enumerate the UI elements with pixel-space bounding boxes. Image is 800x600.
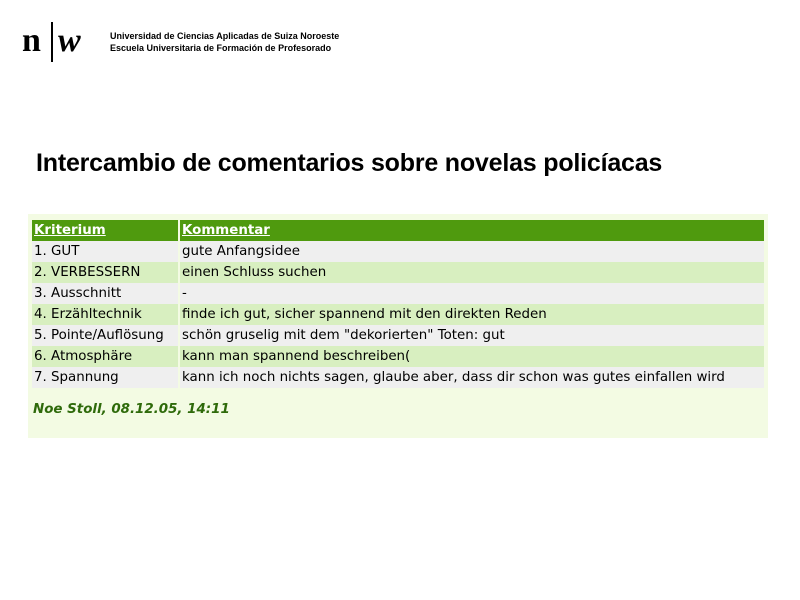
table-row — [32, 346, 764, 367]
criterion-cell: 3. Ausschnitt — [32, 283, 179, 304]
criterion-cell: 2. VERBESSERN — [32, 262, 179, 283]
criterion-cell: 7. Spannung — [32, 367, 179, 388]
comment-cell: finde ich gut, sicher spannend mit den direkten Reden — [179, 304, 764, 325]
institution-line-1: Universidad de Ciencias Aplicadas de Suiza Noroeste — [110, 31, 340, 41]
author-signature: Noe Stoll, 08.12.05, 14:11 — [33, 402, 230, 417]
table-row — [32, 262, 764, 283]
comment-cell: - — [179, 283, 764, 304]
fhnw-logo — [22, 22, 96, 64]
comment-cell: einen Schluss suchen — [179, 262, 764, 283]
criterion-cell: 6. Atmosphäre — [32, 346, 179, 367]
table-row — [32, 304, 764, 325]
feedback-table — [32, 220, 764, 388]
column-header-kommentar[interactable]: Kommentar — [179, 220, 764, 241]
comment-cell: kann ich noch nichts sagen, glaube aber, dass dir schon was gutes einfallen wird — [179, 367, 764, 388]
logo-divider — [51, 22, 53, 62]
criterion-cell: 4. Erzähltechnik — [32, 304, 179, 325]
table-row — [32, 241, 764, 262]
institution-name — [110, 30, 339, 54]
criterion-cell: 1. GUT — [32, 241, 179, 262]
page-title: Intercambio de comentarios sobre novelas policíacas — [36, 149, 663, 177]
table-header-row — [32, 220, 764, 241]
feedback-panel — [28, 214, 768, 438]
table-row — [32, 325, 764, 346]
comment-cell: kann man spannend beschreiben( — [179, 346, 764, 367]
column-header-kriterium[interactable]: Kriterium — [32, 220, 179, 241]
table-row — [32, 367, 764, 388]
logo-letter-w: w — [58, 22, 81, 59]
table-row — [32, 283, 764, 304]
comment-cell: gute Anfangsidee — [179, 241, 764, 262]
comment-cell: schön gruselig mit dem "dekorierten" Toten: gut — [179, 325, 764, 346]
criterion-cell: 5. Pointe/Auflösung — [32, 325, 179, 346]
institution-line-2: Escuela Universitaria de Formación de Profesorado — [110, 43, 332, 53]
logo-letter-n: n — [22, 22, 41, 59]
